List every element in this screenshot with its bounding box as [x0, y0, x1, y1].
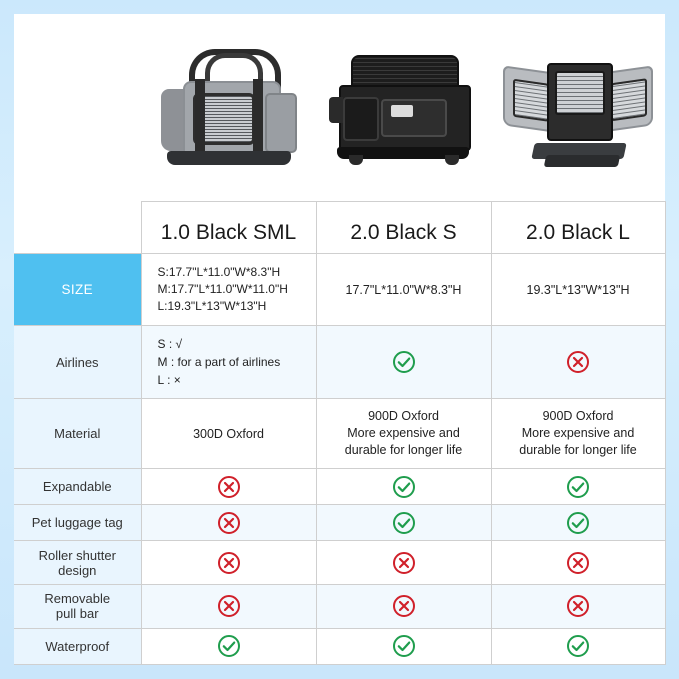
- waterproof-value-1: [141, 628, 316, 664]
- row-label-roller-shutter-design: Roller shutter design: [14, 541, 141, 585]
- check-icon: [496, 475, 661, 499]
- product-image-3: [491, 14, 665, 202]
- material-value-1: 300D Oxford: [141, 399, 316, 468]
- cross-icon: [146, 475, 312, 499]
- row-removable-pull-bar: [14, 585, 665, 629]
- cross-icon: [321, 594, 487, 618]
- row-size: [14, 254, 665, 325]
- removable-pull-bar-value-1: [141, 585, 316, 629]
- product-image-1: [141, 14, 316, 202]
- check-icon: [321, 475, 487, 499]
- pet-luggage-tag-value-1: [141, 505, 316, 541]
- size-value-1: S:17.7"L*11.0"W*8.3"H M:17.7"L*11.0"W*11.0"H L:19.3"L*13"W*13"H: [141, 254, 316, 325]
- check-icon: [321, 634, 487, 658]
- expandable-value-3: [491, 468, 665, 504]
- check-icon: [321, 350, 487, 374]
- empty-title-cell: [14, 202, 141, 254]
- removable-pull-bar-value-2: [316, 585, 491, 629]
- expandable-value-1: [141, 468, 316, 504]
- waterproof-value-3: [491, 628, 665, 664]
- roller-shutter-value-2: [316, 541, 491, 585]
- cross-icon: [321, 551, 487, 575]
- empty-corner-cell: [14, 14, 141, 202]
- black-pet-carrier-with-mesh-top-illustration: [329, 55, 479, 165]
- material-value-2: 900D Oxford More expensive and durable for longer life: [316, 399, 491, 468]
- cross-icon: [146, 511, 312, 535]
- grey-black-soft-pet-carrier-illustration: [161, 49, 297, 169]
- row-waterproof: [14, 628, 665, 664]
- row-label-expandable: Expandable: [14, 468, 141, 504]
- material-value-3: 900D Oxford More expensive and durable for longer life: [491, 399, 665, 468]
- product-image-row: [14, 14, 665, 202]
- row-airlines: [14, 325, 665, 399]
- pet-luggage-tag-value-2: [316, 505, 491, 541]
- row-expandable: [14, 468, 665, 504]
- cross-icon: [146, 594, 312, 618]
- product-title-1: 1.0 Black SML: [141, 202, 316, 254]
- removable-pull-bar-value-3: [491, 585, 665, 629]
- airlines-value-1: S : √ M : for a part of airlines L : ×: [141, 325, 316, 399]
- size-value-2: 17.7"L*11.0"W*8.3"H: [316, 254, 491, 325]
- check-icon: [496, 634, 661, 658]
- airlines-value-2: [316, 325, 491, 399]
- row-pet-luggage-tag: [14, 505, 665, 541]
- row-label-airlines: Airlines: [14, 325, 141, 399]
- cross-icon: [146, 551, 312, 575]
- row-roller-shutter-design: [14, 541, 665, 585]
- product-title-2: 2.0 Black S: [316, 202, 491, 254]
- waterproof-value-2: [316, 628, 491, 664]
- expandable-value-2: [316, 468, 491, 504]
- product-image-2: [316, 14, 491, 202]
- cross-icon: [496, 551, 661, 575]
- product-title-3: 2.0 Black L: [491, 202, 665, 254]
- row-material: [14, 399, 665, 468]
- row-label-material: Material: [14, 399, 141, 468]
- check-icon: [496, 511, 661, 535]
- black-expandable-pet-carrier-illustration: [503, 53, 653, 169]
- comparison-sheet: [14, 14, 665, 665]
- row-label-waterproof: Waterproof: [14, 628, 141, 664]
- row-label-removable-pull-bar: Removable pull bar: [14, 585, 141, 629]
- roller-shutter-value-3: [491, 541, 665, 585]
- roller-shutter-value-1: [141, 541, 316, 585]
- product-title-row: [14, 202, 665, 254]
- pet-luggage-tag-value-3: [491, 505, 665, 541]
- airlines-value-3: [491, 325, 665, 399]
- row-label-pet-luggage-tag: Pet luggage tag: [14, 505, 141, 541]
- comparison-table: [14, 14, 666, 665]
- check-icon: [321, 511, 487, 535]
- cross-icon: [496, 350, 661, 374]
- row-label-size: SIZE: [14, 254, 141, 325]
- check-icon: [146, 634, 312, 658]
- size-value-3: 19.3"L*13"W*13"H: [491, 254, 665, 325]
- cross-icon: [496, 594, 661, 618]
